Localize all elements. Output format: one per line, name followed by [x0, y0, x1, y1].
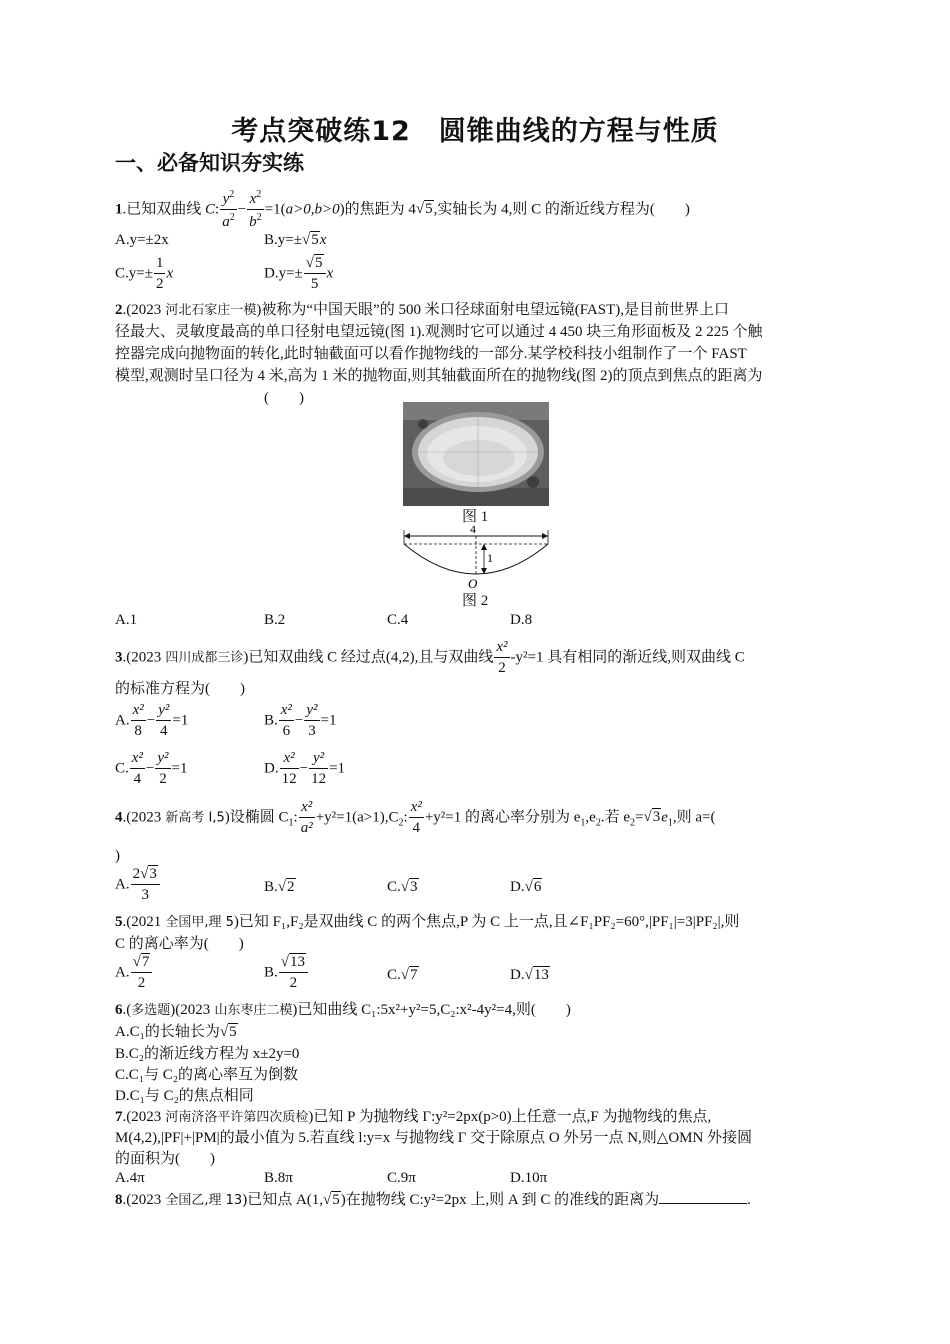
q4-option-c: C.√3 [387, 879, 418, 895]
label-width: 4 [470, 526, 476, 536]
question-4-line-2: ) [115, 848, 120, 864]
q3-option-d: D. $\frac{\text{x²}}{12}$ − $\frac{\text{y²}}{12}$ =1 [264, 750, 346, 787]
q2-option-a: A.1 [115, 612, 138, 628]
q6-option-a: A.C₁的长轴长为√5 [115, 1024, 237, 1040]
q5-option-c: C.√7 [387, 967, 418, 983]
q3-option-b: B. $\frac{\text{x²}}{6}$ − $\frac{\text{y²}}{3}$ =1 [264, 702, 337, 739]
q4-option-d: D.√6 [510, 879, 542, 895]
question-2-line-1: 2.(2023 河北石家庄一模)被称为“中国天眼”的 500 米口径球面射电望远镜(FAST),是目前世界上口 [115, 302, 730, 318]
q7-option-a: A.4π [115, 1170, 145, 1186]
answer-blank[interactable] [659, 1203, 747, 1204]
q3-option-a: A. $\frac{\text{x²}}{8}$ − $\frac{\text{y²}}{4}$ =1 [115, 702, 189, 739]
question-3-line-1: 3.(2023 四川成都三诊)已知双曲线 C 经过点(4,2),且与双曲线 $\frac{\text{x²}}{2}$ -y²=1 具有相同的渐近线,则双曲线 C [115, 639, 745, 676]
figure-1-caption: 图 1 [462, 509, 489, 525]
question-4-line-1: 4.(2023 新高考 Ⅰ,5)设椭圆 $C_1$: $\frac{\text{x²}}{\text{a²}}$ $+y^2=1(a>1),C_2$: $\frac{\text{x²}}{4}$ +y²=1 的离心率分别为 $e_1,e_2$.若 $e_2=√3e_1$,则 a=( [115, 799, 716, 836]
question-5-line-1: 5.(2021 全国甲,理 5)已知 F₁,F₂是双曲线 C 的两个焦点,P 为 C 上一点,且∠F₁PF₂=60°,|PF₁|=3|PF₂|,则 [115, 914, 740, 930]
arrow-right-icon [542, 533, 548, 539]
q1-curve-name: C [205, 201, 216, 218]
q2-option-d: D.8 [510, 612, 533, 628]
question-6: 6.(多选题)(2023 山东枣庄二模)已知曲线 C₁:5x²+y²=5,C₂:x²-4y²=4,则( ) [115, 1002, 571, 1018]
question-7-line-1: 7.(2023 河南济洛平许第四次质检)已知 P 为抛物线 Γ:y²=2px(p>0)上任意一点,F 为抛物线的焦点, [115, 1109, 712, 1125]
q1-text-mid: )的焦距为 4 [339, 201, 416, 218]
q1-eq: =1( [264, 201, 286, 218]
question-7-line-3: 的面积为( ) [115, 1151, 215, 1167]
fast-telescope-photo [403, 402, 549, 506]
parabola-diagram [396, 526, 556, 596]
q4-option-a: A. $\frac{2√3}{3}$ [115, 867, 161, 903]
question-8: 8.(2023 全国乙,理 13)已知点 A(1,√5)在抛物线 C:y²=2px 上,则 A 到 C 的准线的距离为 . [115, 1192, 751, 1208]
q5-option-b: B. $\frac{√13}{2}$ [264, 955, 309, 991]
q1-option-a: A.y=±2x [115, 232, 169, 248]
q1-text-end: ,实轴长为 4,则 C 的渐近线方程为( ) [433, 201, 690, 218]
q5-option-a: A. $\frac{√7}{2}$ [115, 955, 153, 991]
q1-option-b: B.y=±√5x [264, 232, 327, 248]
q5-option-d: D.√13 [510, 967, 549, 983]
q6-option-b: B.C₂的渐近线方程为 x±2y=0 [115, 1046, 300, 1062]
q3-option-c: C. $\frac{\text{x²}}{4}$ − $\frac{\text{y²}}{2}$ =1 [115, 750, 188, 787]
question-7-line-2: M(4,2),|PF|+|PM|的最小值为 5.若直线 l:y=x 与抛物线 Γ 交于除原点 O 外另一点 N,则△OMN 外接圆 [115, 1130, 753, 1146]
question-2-line-5: ( ) [264, 390, 304, 406]
question-1 [115, 190, 690, 230]
q1-option-d: D.y=± $\frac{√5}{5}$ x [264, 255, 334, 292]
question-2-line-2: 径最大、灵敏度最高的单口径射电望远镜(图 1).观测时它可以通过 4 450 块三角形面板及 2 225 个触 [115, 324, 763, 340]
q1-fraction-x: $\frac{x^2}{b^2}$ [249, 189, 262, 230]
question-2-line-4: 模型,观测时呈口径为 4 米,高为 1 米的抛物面,则其轴截面所在的抛物线(图 2)的顶点到焦点的距离为 [115, 368, 763, 384]
q4-option-b: B.√2 [264, 879, 295, 895]
q6-option-d: D.C₁与 C₂的焦点相同 [115, 1088, 254, 1104]
question-number: 1 [115, 201, 123, 218]
q6-option-c: C.C₁与 C₂的离心率互为倒数 [115, 1067, 298, 1083]
q1-colon: : [215, 201, 220, 218]
q1-sqrt: √5 [415, 201, 433, 218]
q2-option-c: C.4 [387, 612, 409, 628]
label-height: 1 [487, 551, 493, 565]
question-5-line-2: C 的离心率为( ) [115, 936, 244, 952]
figure-2-caption: 图 2 [462, 593, 489, 609]
question-3-line-2: 的标准方程为( ) [115, 681, 245, 697]
page-title: 考点突破练12 圆锥曲线的方程与性质 [231, 116, 719, 147]
question-2-line-3: 控器完成向抛物面的转化,此时轴截面可以看作抛物线的一部分.某学校科技小组制作了一个 FAST [115, 346, 747, 362]
q7-option-c: C.9π [387, 1170, 416, 1186]
q1-text-pre: .已知双曲线 [122, 201, 206, 218]
label-origin: O [468, 576, 478, 591]
q1-condition: a>0,b>0 [285, 201, 340, 218]
q1-minus: − [237, 201, 247, 218]
q2-option-b: B.2 [264, 612, 286, 628]
q7-option-d: D.10π [510, 1170, 548, 1186]
arrow-left-icon [404, 533, 410, 539]
section-heading: 一、必备知识夯实练 [115, 151, 304, 175]
q1-fraction-y: $\frac{y^2}{a^2}$ [222, 189, 235, 230]
q7-option-b: B.8π [264, 1170, 293, 1186]
q1-option-c: C.y=± $\frac{1}{2}$ x [115, 255, 174, 292]
